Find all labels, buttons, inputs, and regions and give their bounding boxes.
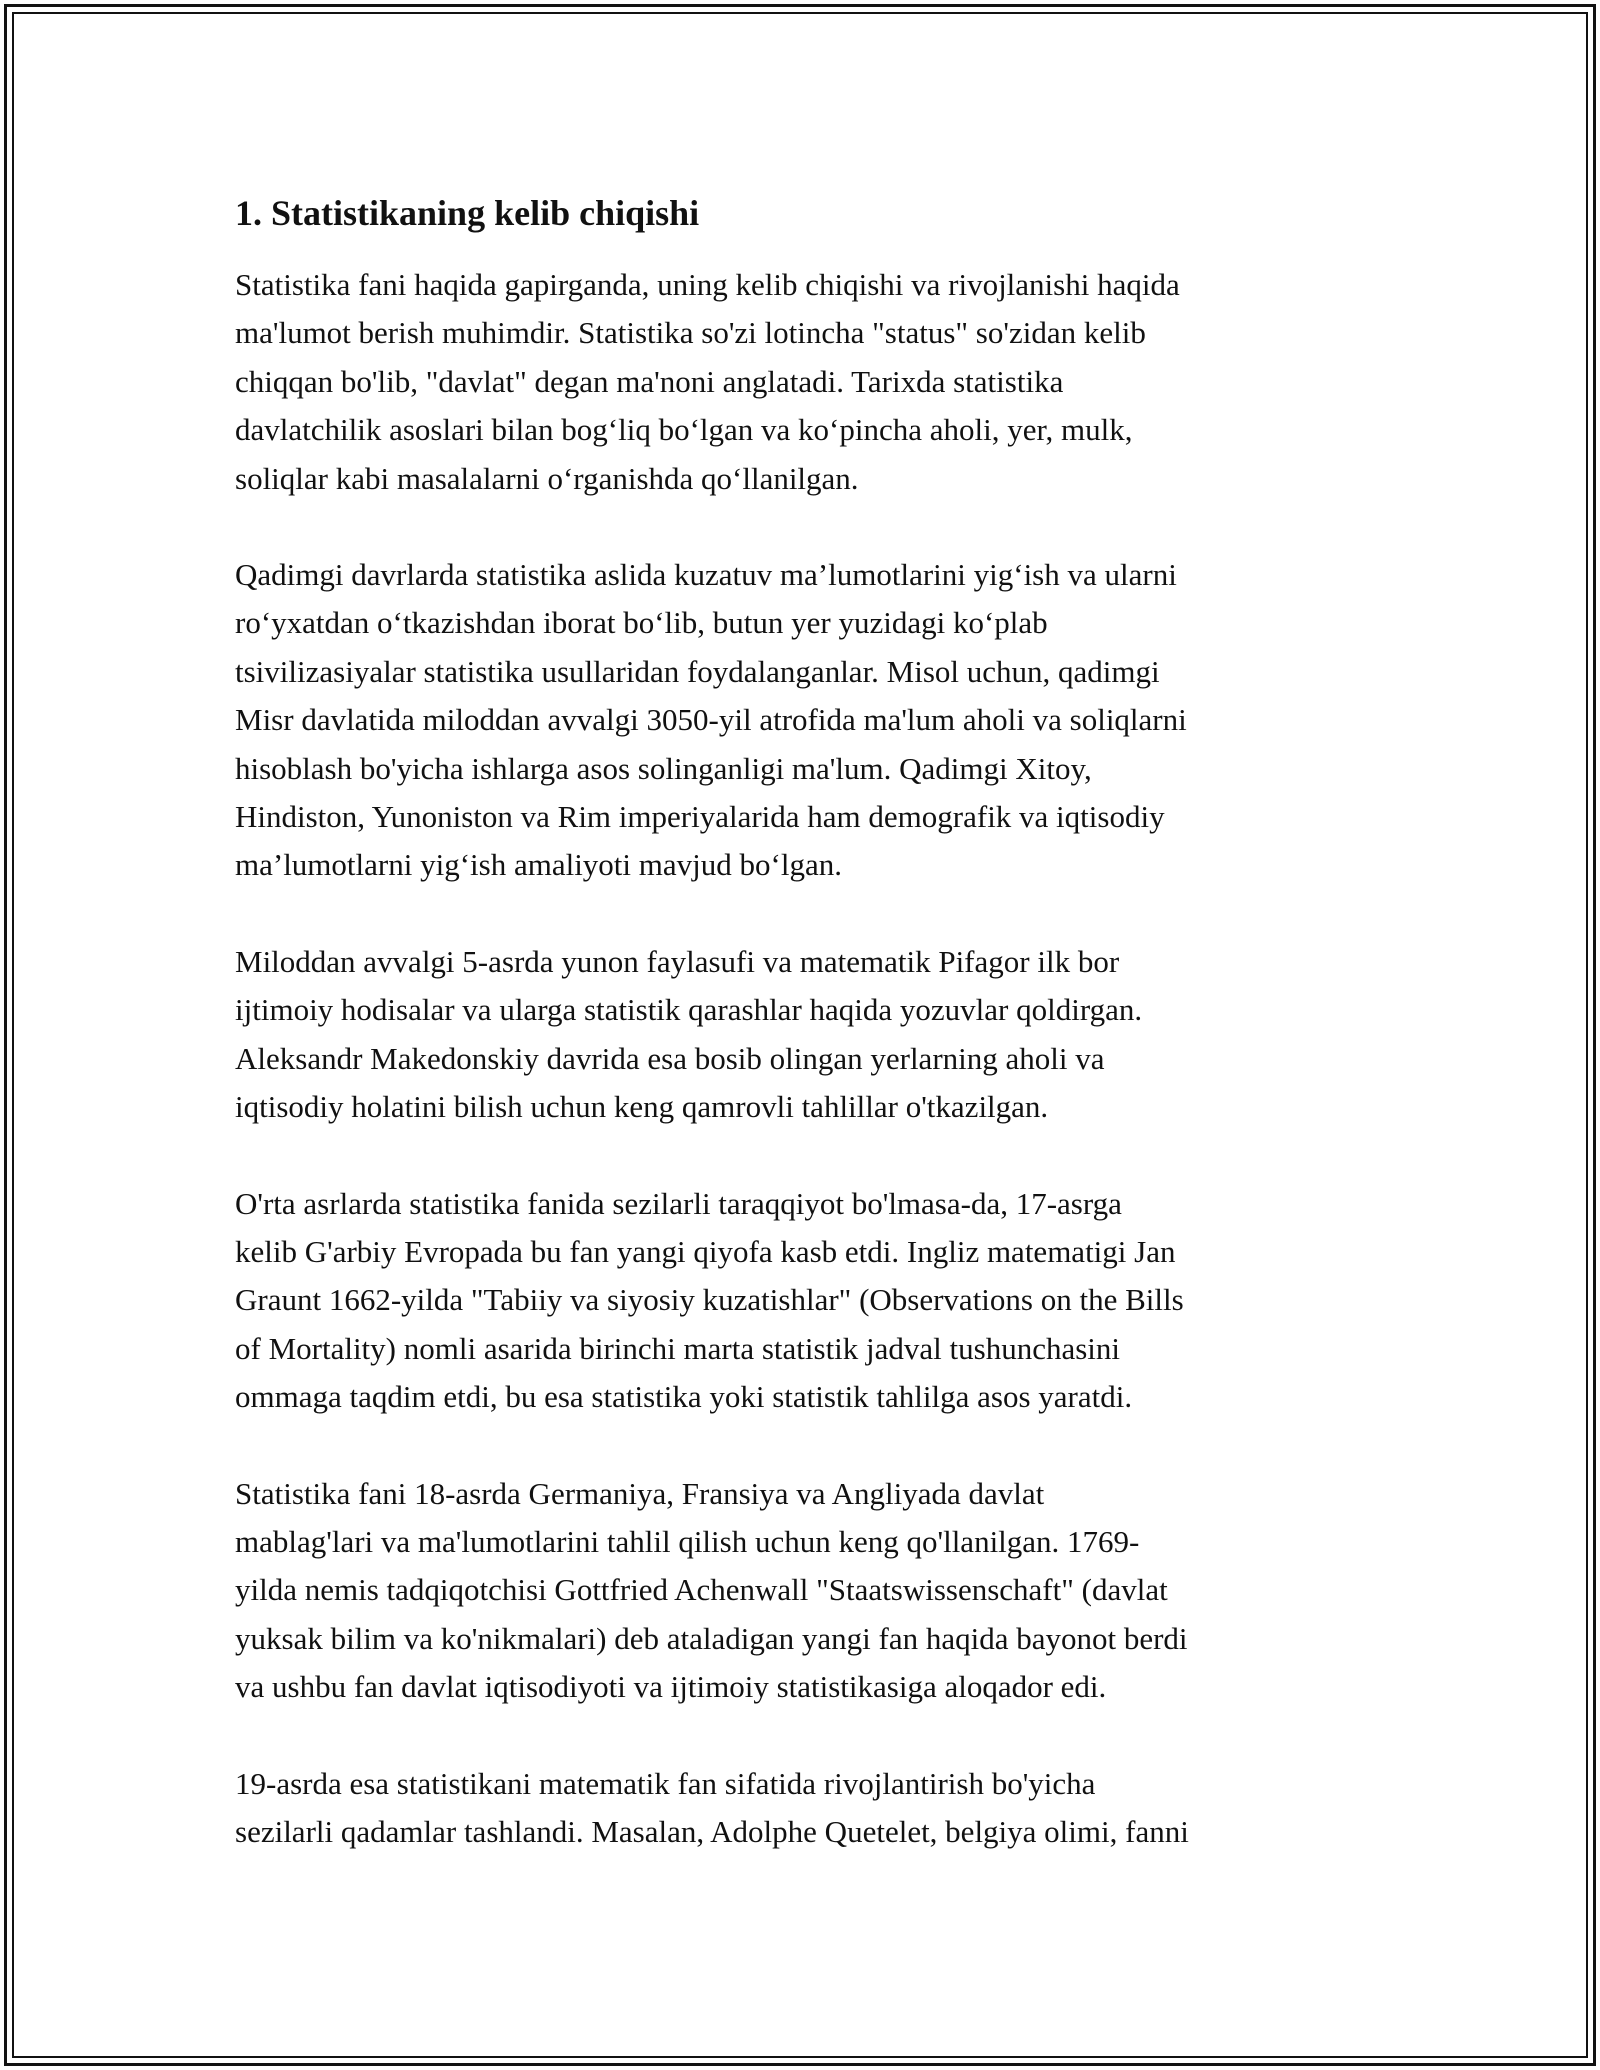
paragraph-18th-century xyxy=(235,1470,1375,1712)
text-line: Graunt 1662-yilda "Tabiiy va siyosiy kuzatishlar" (Observations on the Bills xyxy=(235,1282,1184,1318)
text-line: va ushbu fan davlat iqtisodiyoti va ijtimoiy statistikasiga aloqador edi. xyxy=(235,1669,1107,1705)
text-line: mablag'lari va ma'lumotlarini tahlil qilish uchun keng qo'llanilgan. 1769- xyxy=(235,1523,1140,1559)
text-line: Statistika fani 18-asrda Germaniya, Fransiya va Angliyada davlat xyxy=(235,1475,1045,1511)
text-line: yilda nemis tadqiqotchisi Gottfried Achenwall "Staatswissenschaft" (davlat xyxy=(235,1572,1168,1608)
text-line: Statistika fani haqida gapirganda, uning kelib chiqishi va rivojlanishi haqida xyxy=(235,267,1180,302)
text-line: Miloddan avvalgi 5-asrda yunon faylasufi va matematik Pifagor ilk bor xyxy=(235,943,1120,979)
paragraph-ancient-times xyxy=(235,551,1375,890)
text-line: davlatchilik asoslari bilan bog‘liq bo‘lgan va ko‘pincha aholi, yer, mulk, xyxy=(235,412,1133,448)
text-line: soliqlar kabi masalalarni o‘rganishda qo‘llanilgan. xyxy=(235,460,859,496)
text-line: of Mortality) nomli asarida birinchi marta statistik jadval tushunchasini xyxy=(235,1330,1121,1366)
text-line: sezilarli qadamlar tashlandi. Masalan, Adolphe Quetelet, belgiya olimi, fanni xyxy=(235,1813,1189,1849)
section-title: 1. Statistikaning kelib chiqishi xyxy=(235,193,700,233)
text-line: O'rta asrlarda statistika fanida sezilarli taraqqiyot bo'lmasa-da, 17-asrga xyxy=(235,1185,1122,1221)
text-line: iqtisodiy holatini bilish uchun keng qamrovli tahlillar o'tkazilgan. xyxy=(235,1089,1049,1125)
text-line: ma’lumotlarni yig‘ish amaliyoti mavjud bo‘lgan. xyxy=(235,847,842,883)
paragraph-19th-century xyxy=(235,1760,1375,1857)
text-line: kelib G'arbiy Evropada bu fan yangi qiyofa kasb etdi. Ingliz matematigi Jan xyxy=(235,1233,1176,1269)
text-line: tsivilizasiyalar statistika usullaridan foydalanganlar. Misol uchun, qadimgi xyxy=(235,653,1160,689)
text-line: ijtimoiy hodisalar va ularga statistik qarashlar haqida yozuvlar qoldirgan. xyxy=(235,992,1143,1028)
text-line: ma'lumot berish muhimdir. Statistika so'zi lotincha "status" so'zidan kelib xyxy=(235,315,1146,351)
text-line: ommaga taqdim etdi, bu esa statistika yoki statistik tahlilga asos yaratdi. xyxy=(235,1379,1133,1415)
text-line: ro‘yxatdan o‘tkazishdan iborat bo‘lib, butun yer yuzidagi ko‘plab xyxy=(235,605,1048,641)
paragraph-middle-ages xyxy=(235,1180,1375,1422)
text-line: 19-asrda esa statistikani matematik fan sifatida rivojlantirish bo'yicha xyxy=(235,1765,1096,1801)
paragraph-origin xyxy=(235,261,1375,503)
text-line: Hindiston, Yunoniston va Rim imperiyalarida ham demografik va iqtisodiy xyxy=(235,799,1165,835)
text-line: hisoblash bo'yicha ishlarga asos solinganligi ma'lum. Qadimgi Xitoy, xyxy=(235,750,1092,786)
paragraph-5th-century-bc xyxy=(235,938,1375,1132)
document-body xyxy=(235,185,1375,1904)
text-line: chiqqan bo'lib, "davlat" degan ma'noni anglatadi. Tarixda statistika xyxy=(235,363,1064,399)
text-line: Aleksandr Makedonskiy davrida esa bosib olingan yerlarning aholi va xyxy=(235,1040,1105,1076)
text-line: Qadimgi davrlarda statistika aslida kuzatuv ma’lumotlarini yig‘ish va ularni xyxy=(235,557,1177,593)
text-line: yuksak bilim va ko'nikmalari) deb ataladigan yangi fan haqida bayonot berdi xyxy=(235,1620,1188,1656)
text-line: Misr davlatida miloddan avvalgi 3050-yil atrofida ma'lum aholi va soliqlarni xyxy=(235,702,1187,738)
